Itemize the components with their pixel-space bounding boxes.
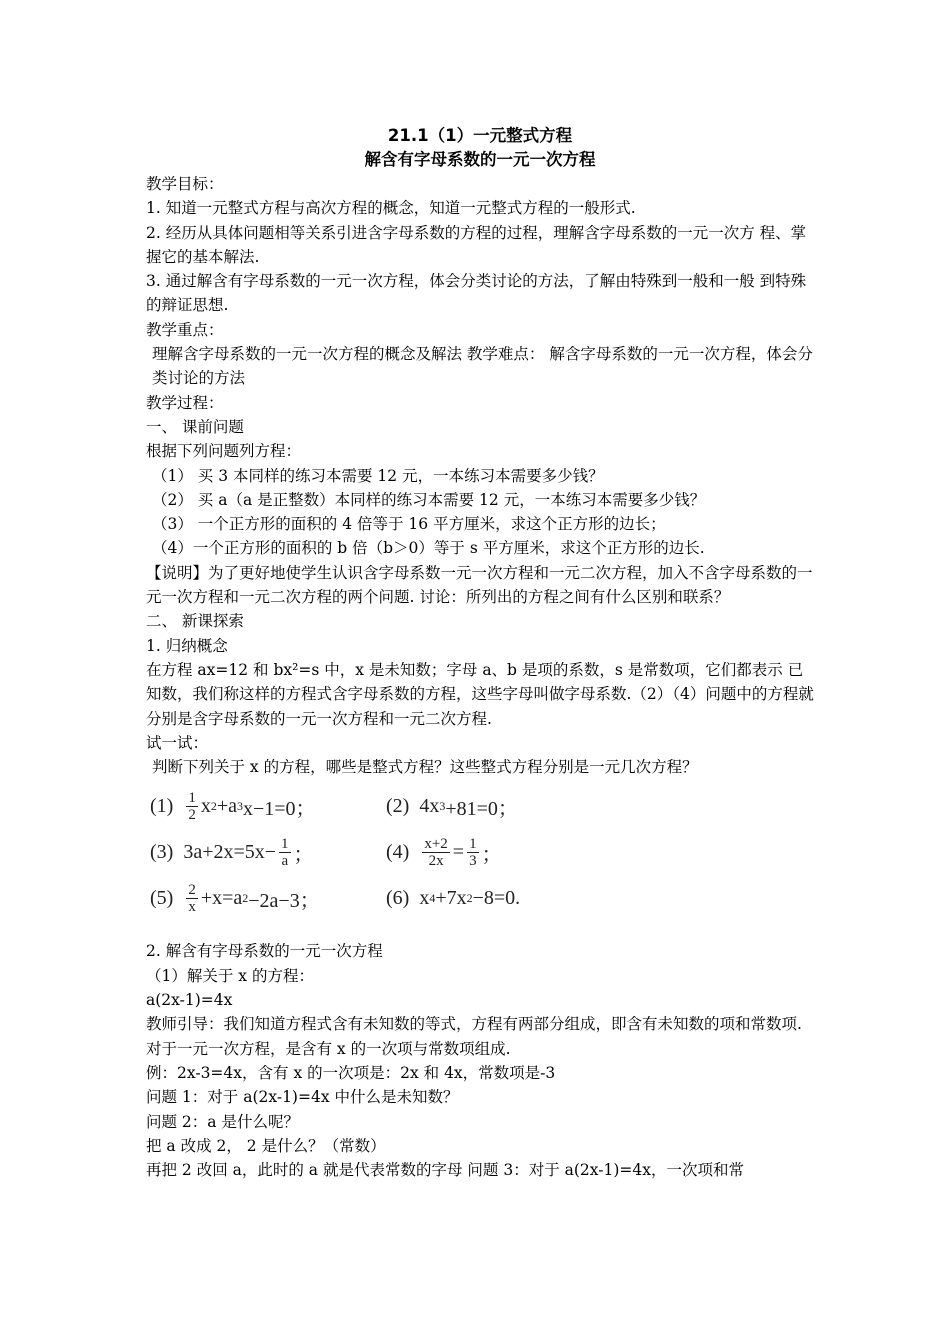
explanation-note: 【说明】为了更好地使学生认识含字母系数一元一次方程和一元二次方程，加入不含字母系数的一元一次方程和一元二次方程的两个问题. 讨论：所列出的方程之间有什么区别和联系？ (146, 563, 813, 607)
question-1: 问题 1：对于 a(2x-1)=4x 中什么是未知数？ (146, 1088, 459, 1107)
teacher-guide: 教师引导：我们知道方程式含有未知数的等式，方程有两部分组成，即含有未知数的项和常数项.对于一元一次方程，是含有 x 的一次项与常数项组成. (146, 1015, 802, 1058)
title-sub: 解含有字母系数的一元一次方程 (364, 150, 596, 169)
example-text: 例：2x-3=4x，含有 x 的一次项是：2x 和 4x，常数项是-3 (146, 1063, 556, 1082)
heading-key-points: 教学重点： (146, 320, 224, 339)
document-page (146, 124, 814, 1182)
concept-text: 在方程 ax=12 和 bx²=s 中，x 是未知数；字母 a、b 是项的系数，s 是常数项，它们都表示 已知数，我们称这样的方程式含字母系数的方程，这些字母叫做字母系数.（2）（4）问题中的方程就分别是含字母系数的一元一次方程和一元二次方程. (146, 660, 814, 728)
solve-task: （1）解关于 x 的方程： (146, 966, 314, 985)
try-it-heading: 试一试： (146, 733, 209, 752)
section-1-heading: 一、 课前问题 (146, 417, 244, 436)
formula-2: (2) 4x 3 +81=0； (386, 794, 518, 820)
subsection-solve: 2. 解含有字母系数的一元一次方程 (146, 942, 383, 961)
subsection-concept: 1. 归纳概念 (146, 636, 228, 655)
heading-objectives: 教学目标： (146, 175, 224, 193)
heading-process: 教学过程： (146, 393, 224, 412)
problem-4: （4）一个正方形的面积的 b 倍（b＞0）等于 s 平方厘米，求这个正方形的边长. (152, 539, 705, 558)
objective-1: 1. 知道一元整式方程与高次方程的概念，知道一元整式方程的一般形式. (146, 199, 636, 218)
objective-2: 2. 经历从具体问题相等关系引进含字母系数的方程的过程，理解含字母系数的一元一次方 程、掌握它的基本解法. (146, 223, 807, 266)
formula-5: (5) $\frac{2}{x}$ +x=a 2 −2a−3； (150, 881, 320, 915)
question-2: 问题 2：a 是什么呢？ (146, 1112, 299, 1131)
solve-equation: a(2x-1)=4x (146, 991, 233, 1010)
problem-intro: 根据下列问题列方程： (146, 442, 302, 461)
problem-2: （2） 买 a（a 是正整数）本同样的练习本需要 12 元，一本练习本需要多少钱？ (152, 490, 706, 509)
formula-image (146, 785, 814, 931)
objective-3: 3. 通过解含有字母系数的一元一次方程，体会分类讨论的方法，了解由特殊到一般和一般 到特殊的辩证思想. (146, 272, 807, 315)
formula-1: (1) $\frac{1}{2}$ x 2 +a 3 x−1=0； (150, 789, 316, 823)
question-3: 再把 2 改回 a，此时的 a 就是代表常数的字母 问题 3：对于 a(2x-1)=4x，一次项和常 (146, 1161, 744, 1180)
key-points-text: 理解含字母系数的一元一次方程的概念及解法 教学难点： 解含字母系数的一元一次方程，体会分类讨论的方法 (152, 345, 813, 388)
problem-1: （1） 买 3 本同样的练习本需要 12 元，一本练习本需要多少钱？ (152, 466, 604, 485)
try-it-question: 判断下列关于 x 的方程，哪些是整式方程？这些整式方程分别是一元几次方程？ (152, 758, 698, 777)
formula-3: (3) 3a+2x=5x− $\frac{1}{a}$ ； (150, 835, 314, 869)
section-2-heading: 二、 新课探索 (146, 612, 244, 631)
problem-3: （3） 一个正方形的面积的 4 倍等于 16 平方厘米，求这个正方形的边长； (152, 515, 666, 534)
title-main: 21.1（1）一元整式方程 (387, 126, 573, 145)
formula-4: (4) $\frac{x+2}{2x}$ = $\frac{1}{3}$ ； (386, 835, 502, 869)
formula-6: (6) x 4 +7x 2 −8=0. (386, 886, 521, 909)
change-a-to-2: 把 a 改成 2， 2 是什么？（常数） (146, 1136, 386, 1155)
